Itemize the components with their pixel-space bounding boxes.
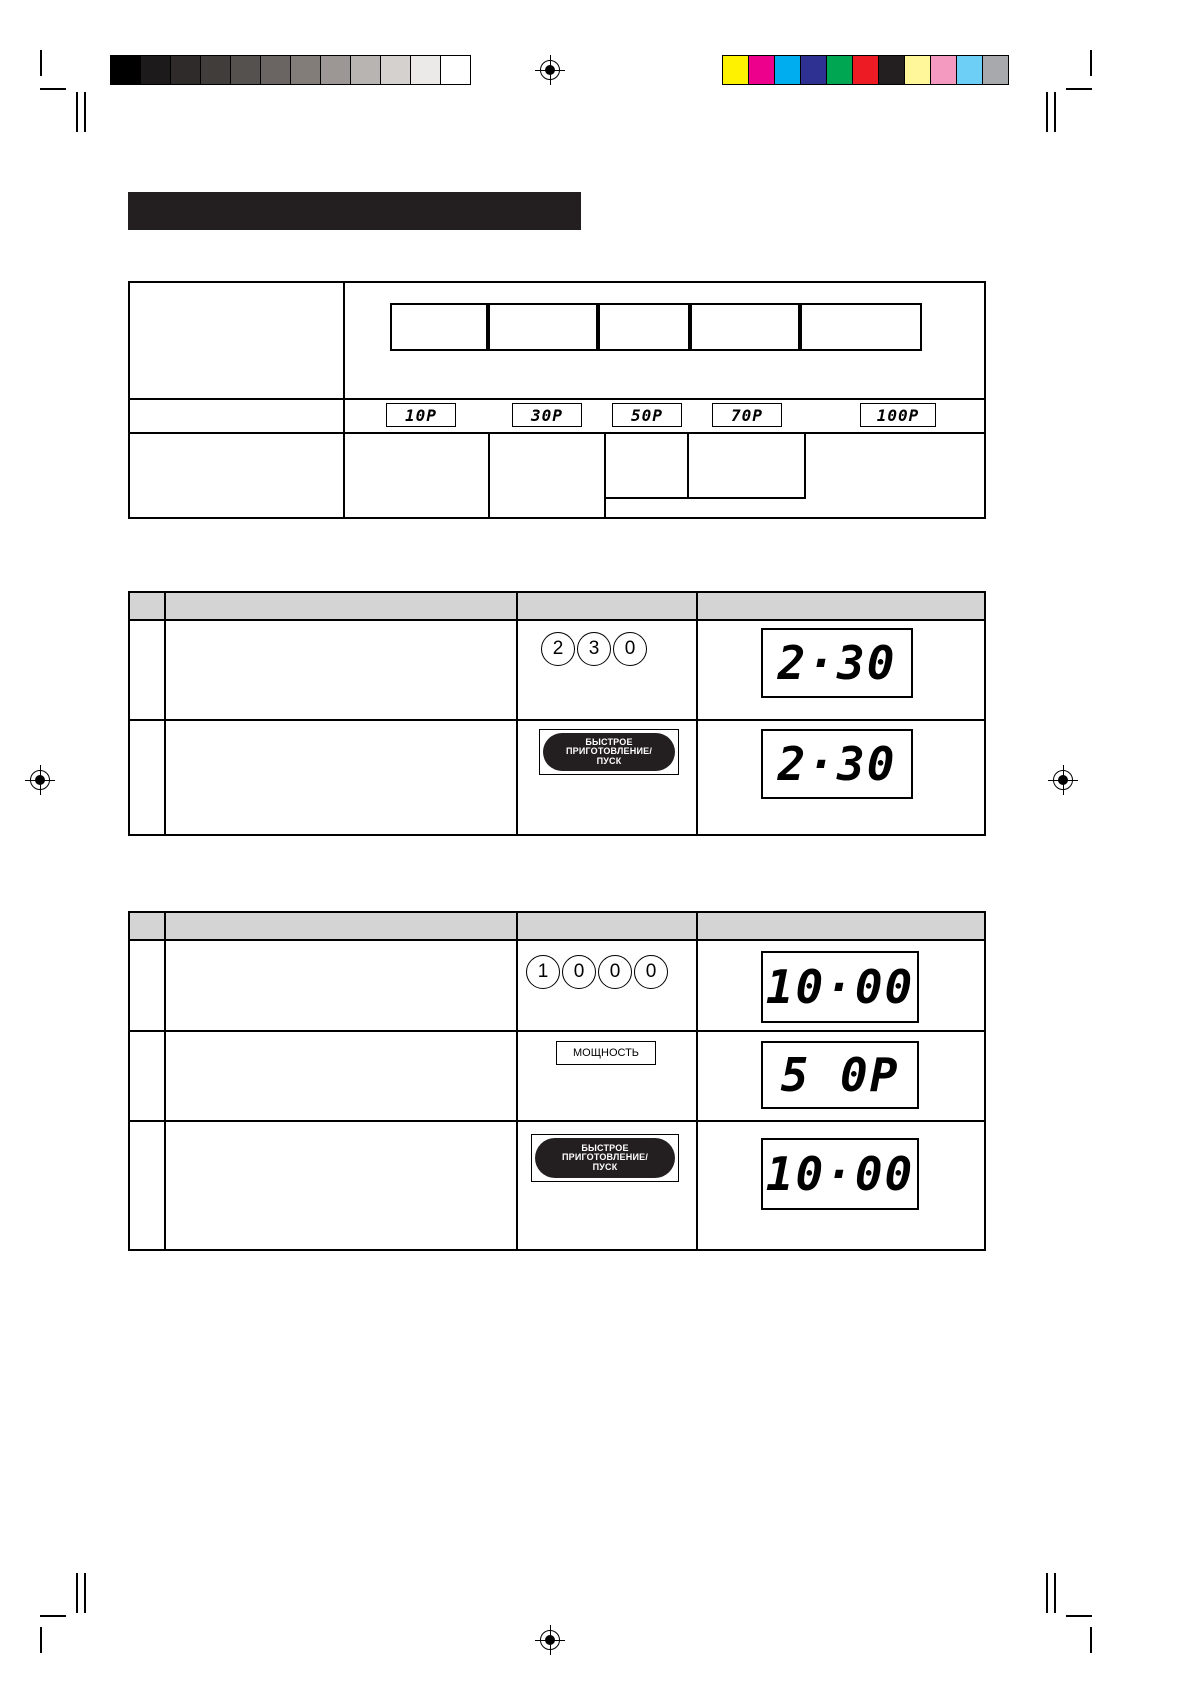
power-table-row-divider [128,398,986,400]
crop-mark-top-right [1038,50,1098,100]
gray-swatch [231,56,261,84]
keypad-key[interactable]: 0 [634,955,668,989]
color-swatch [853,56,879,84]
quick-start-button[interactable] [539,729,679,775]
color-swatch [801,56,827,84]
power-table-col-divider [604,432,606,519]
quick-start-line3: ПУСК [592,1161,618,1172]
keypad-key[interactable]: 1 [526,955,560,989]
display-value: 10·00 [765,1147,915,1201]
power-level-50p [612,403,682,427]
keypad-230 [541,632,647,666]
quick-start-button-pill [543,733,675,771]
display-10-00 [761,951,919,1023]
quick-start-line2: ПРИГОТОВЛЕНИЕ/ [561,1152,649,1163]
power-level-100p [860,403,936,427]
gray-swatch [201,56,231,84]
procedure1-row-divider [128,719,986,721]
display-value: 5 0P [780,1048,900,1102]
gray-swatch [411,56,441,84]
procedure2-row-divider [128,1030,986,1032]
power-table-divider [343,281,345,519]
color-swatch [879,56,905,84]
power-level-label: 10P [405,405,437,425]
power-table-col-divider [687,432,689,499]
registration-mark-bottom [535,1625,565,1655]
color-swatch [905,56,931,84]
color-swatch [775,56,801,84]
power-level-label: 30P [531,405,563,425]
keypad-key[interactable]: 2 [541,632,575,666]
power-table-top-cell [488,303,598,351]
procedure2-row-divider [128,1120,986,1122]
color-swatch [957,56,983,84]
quick-start-line1: БЫСТРОЕ [585,736,633,747]
color-swatch [749,56,775,84]
gray-swatch [291,56,321,84]
power-table-top-cell [800,303,922,351]
display-10-00-running [761,1138,919,1210]
keypad-key[interactable]: 0 [598,955,632,989]
power-table-row-divider [128,432,986,434]
power-table-top-cell [690,303,800,351]
power-level-30p [512,403,582,427]
power-level-label: 100P [876,405,920,425]
gray-swatch [351,56,381,84]
quick-start-line1: БЫСТРОЕ [581,1142,629,1153]
procedure2-col-divider [696,911,698,1251]
gray-swatch [441,56,470,84]
crop-mark-top-left [40,50,90,100]
gray-calibration-bar [110,55,471,85]
gray-swatch [141,56,171,84]
procedure2-col-divider [516,911,518,1251]
quick-start-button-pill [535,1138,675,1178]
procedure1-col-divider [516,591,518,836]
keypad-key[interactable]: 0 [562,955,596,989]
power-button[interactable] [556,1041,656,1065]
keypad-key[interactable]: 3 [577,632,611,666]
power-level-10p [386,403,456,427]
power-table-col-divider [804,432,806,499]
procedure1-col-divider [696,591,698,836]
registration-mark-top [535,55,565,85]
color-swatch [827,56,853,84]
keypad-key[interactable]: 0 [613,632,647,666]
display-value: 2·30 [777,636,897,690]
power-button-label: МОЩНОСТЬ [572,1047,640,1059]
quick-start-line2: ПРИГОТОВЛЕНИЕ/ [565,746,653,757]
gray-swatch [381,56,411,84]
procedure2-header-divider [128,939,986,941]
crop-mark-bottom-left [40,1595,90,1655]
quick-start-line3: ПУСК [596,755,622,766]
gray-swatch [111,56,141,84]
registration-mark-right [1048,765,1078,795]
procedure2-col-divider [164,911,166,1251]
color-calibration-bar [722,55,1009,85]
power-level-label: 50P [631,405,663,425]
display-2-30-running [761,729,913,799]
gray-swatch [171,56,201,84]
display-50p [761,1041,919,1109]
crop-mark-bottom-right [1038,1595,1098,1655]
gray-swatch [321,56,351,84]
procedure1-header-divider [128,619,986,621]
color-swatch [723,56,749,84]
power-level-70p [712,403,782,427]
display-value: 2·30 [777,737,897,791]
quick-start-button-2[interactable] [531,1134,679,1182]
power-table-col-divider [488,432,490,519]
registration-mark-left [25,765,55,795]
gray-swatch [261,56,291,84]
section-title-bar [128,192,581,230]
color-swatch [983,56,1008,84]
power-level-label: 70P [731,405,763,425]
color-swatch [931,56,957,84]
display-value: 10·00 [765,960,915,1014]
keypad-1000 [526,955,668,989]
power-table-top-cell [598,303,690,351]
power-table-sub-divider [604,497,806,499]
power-table-top-cell [390,303,488,351]
procedure1-col-divider [164,591,166,836]
display-2-30 [761,628,913,698]
